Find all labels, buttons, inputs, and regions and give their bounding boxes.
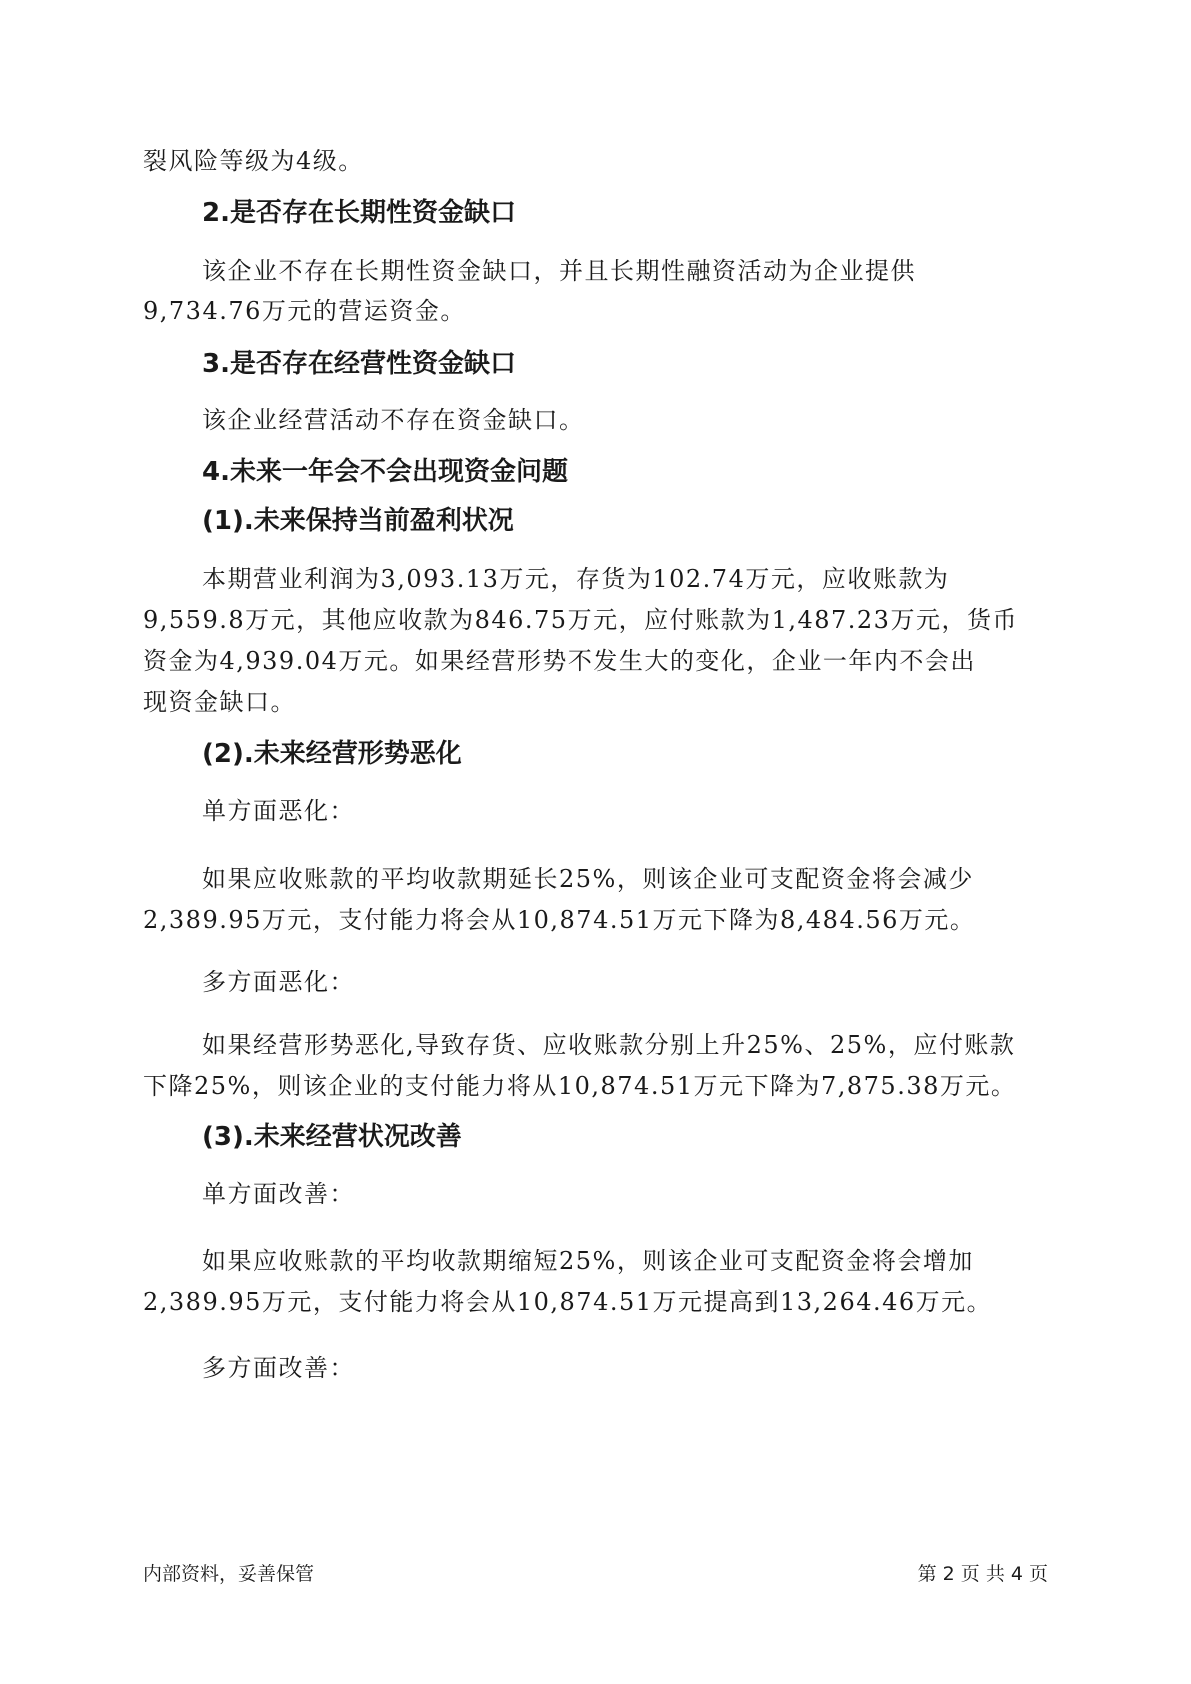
paragraph-multi-worsening-line-1: 如果经营形势恶化,导致存货、应收账款分别上升25%、25%，应付账款 — [202, 1031, 1016, 1059]
paragraph-long-term-line-1: 该企业不存在长期性资金缺口，并且长期性融资活动为企业提供 — [202, 257, 916, 285]
subheading-keep-profit: (1).未来保持当前盈利状况 — [202, 506, 514, 536]
paragraph-multi-worsening-line-2: 下降25%，则该企业的支付能力将从10,874.51万元下降为7,875.38万元。 — [143, 1072, 1017, 1100]
paragraph-single-improvement-line-2: 2,389.95万元，支付能力将会从10,874.51万元提高到13,264.46万元。 — [143, 1288, 993, 1316]
paragraph-profit-line-4: 现资金缺口。 — [143, 688, 296, 716]
heading-long-term-gap: 2.是否存在长期性资金缺口 — [202, 198, 516, 228]
subheading-improvement: (3).未来经营状况改善 — [202, 1122, 462, 1152]
label-single-improvement: 单方面改善： — [202, 1180, 355, 1208]
label-single-worsening: 单方面恶化： — [202, 797, 355, 825]
paragraph-long-term-line-2: 9,734.76万元的营运资金。 — [143, 297, 466, 325]
heading-next-year: 4.未来一年会不会出现资金问题 — [202, 457, 568, 487]
footer-confidential-note: 内部资料，妥善保管 — [143, 1563, 315, 1585]
paragraph-profit-line-3: 资金为4,939.04万元。如果经营形势不发生大的变化，企业一年内不会出 — [143, 647, 976, 675]
label-multi-worsening: 多方面恶化： — [202, 968, 355, 996]
paragraph-profit-line-1: 本期营业利润为3,093.13万元，存货为102.74万元，应收账款为 — [202, 565, 950, 593]
paragraph-single-improvement-line-1: 如果应收账款的平均收款期缩短25%，则该企业可支配资金将会增加 — [202, 1247, 974, 1275]
paragraph-single-worsening-line-1: 如果应收账款的平均收款期延长25%，则该企业可支配资金将会减少 — [202, 865, 974, 893]
paragraph-operating: 该企业经营活动不存在资金缺口。 — [202, 406, 585, 434]
paragraph-profit-line-2: 9,559.8万元，其他应收款为846.75万元，应付账款为1,487.23万元，货币 — [143, 606, 1018, 634]
footer-page-number: 第 2 页 共 4 页 — [917, 1563, 1048, 1585]
paragraph-single-worsening-line-2: 2,389.95万元，支付能力将会从10,874.51万元下降为8,484.56万元。 — [143, 906, 976, 934]
subheading-worsening: (2).未来经营形势恶化 — [202, 739, 462, 769]
label-multi-improvement: 多方面改善： — [202, 1354, 355, 1382]
heading-operating-gap: 3.是否存在经营性资金缺口 — [202, 349, 516, 379]
paragraph-continuation: 裂风险等级为4级。 — [143, 147, 364, 175]
